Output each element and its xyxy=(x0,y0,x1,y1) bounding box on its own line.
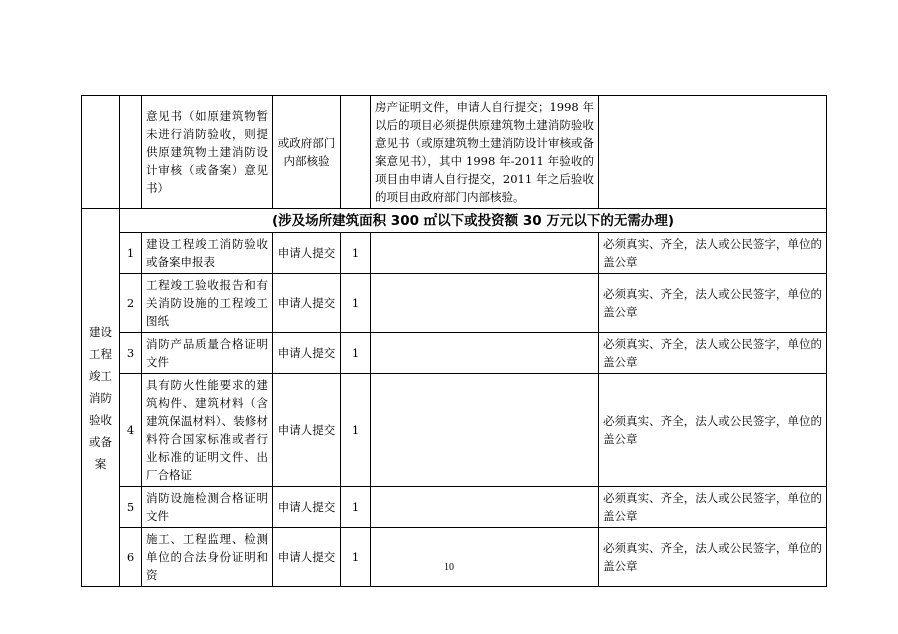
quantity-cell: 1 xyxy=(341,487,371,528)
note-cell xyxy=(371,233,599,274)
quantity-cell: 1 xyxy=(341,274,371,333)
requirement-cell: 必须真实、齐全，法人或公民签字，单位的盖公章 xyxy=(599,528,827,587)
table-row xyxy=(82,233,827,274)
note-cell xyxy=(371,374,599,487)
material-cell: 具有防火性能要求的建筑构件、建筑材料（含建筑保温材料）、装修材料符合国家标准或者行业标准的证明文件、出厂合格证 xyxy=(142,374,273,487)
row-number: 1 xyxy=(120,233,142,274)
quantity-cell: 1 xyxy=(341,374,371,487)
quantity-cell: 1 xyxy=(341,233,371,274)
material-cell: 施工、工程监理、检测单位的合法身份证明和资 xyxy=(142,528,273,587)
note-cell xyxy=(371,487,599,528)
material-cell: 消防产品质量合格证明文件 xyxy=(142,333,273,374)
row-number: 3 xyxy=(120,333,142,374)
table-row xyxy=(82,333,827,374)
section-banner-row xyxy=(82,209,827,233)
row-number: 6 xyxy=(120,528,142,587)
requirement-cell xyxy=(599,96,827,209)
note-cell xyxy=(371,333,599,374)
source-cell: 申请人提交 xyxy=(273,333,341,374)
category-label: 建设工程竣工消防验收或备案 xyxy=(89,324,112,471)
requirement-cell: 必须真实、齐全，法人或公民签字，单位的盖公章 xyxy=(599,274,827,333)
table-row xyxy=(82,528,827,587)
number-cell-prev xyxy=(120,96,142,209)
requirement-cell: 必须真实、齐全，法人或公民签字，单位的盖公章 xyxy=(599,374,827,487)
table-row xyxy=(82,274,827,333)
materials-table xyxy=(81,95,827,587)
row-number: 4 xyxy=(120,374,142,487)
material-cell: 工程竣工验收报告和有关消防设施的工程竣工图纸 xyxy=(142,274,273,333)
quantity-cell: 1 xyxy=(341,528,371,587)
note-cell xyxy=(371,274,599,333)
category-cell xyxy=(82,209,120,587)
note-cell xyxy=(371,528,599,587)
quantity-cell: 1 xyxy=(341,333,371,374)
source-cell: 申请人提交 xyxy=(273,274,341,333)
material-cell: 消防设施检测合格证明文件 xyxy=(142,487,273,528)
note-cell: 房产证明文件，申请人自行提交；1998 年以后的项目必须提供原建筑物土建消防验收意见书（或原建筑物土建消防设计审核或备案意见书），其中 1998 年-2011 年验收的项目由申请人自行提交，2011 年之后验收的项目由政府部门内部核验。 xyxy=(371,96,599,209)
source-cell: 申请人提交 xyxy=(273,374,341,487)
requirement-cell: 必须真实、齐全，法人或公民签字，单位的盖公章 xyxy=(599,233,827,274)
requirement-cell: 必须真实、齐全，法人或公民签字，单位的盖公章 xyxy=(599,487,827,528)
row-number: 5 xyxy=(120,487,142,528)
material-cell: 建设工程竣工消防验收或备案申报表 xyxy=(142,233,273,274)
material-cell: 意见书（如原建筑物暂未进行消防验收，则提供原建筑物土建消防设计审核（或备案）意见书） xyxy=(142,96,273,209)
source-cell: 申请人提交 xyxy=(273,487,341,528)
table-row xyxy=(82,374,827,487)
row-number: 2 xyxy=(120,274,142,333)
page-number: 10 xyxy=(444,562,454,573)
source-cell: 或政府部门内部核验 xyxy=(273,96,341,209)
table-row xyxy=(82,487,827,528)
continuation-row xyxy=(82,96,827,209)
section-banner: (涉及场所建筑面积 300 ㎡以下或投资额 30 万元以下的无需办理) xyxy=(120,209,827,233)
requirement-cell: 必须真实、齐全，法人或公民签字，单位的盖公章 xyxy=(599,333,827,374)
quantity-cell xyxy=(341,96,371,209)
category-cell-prev xyxy=(82,96,120,209)
source-cell: 申请人提交 xyxy=(273,528,341,587)
source-cell: 申请人提交 xyxy=(273,233,341,274)
